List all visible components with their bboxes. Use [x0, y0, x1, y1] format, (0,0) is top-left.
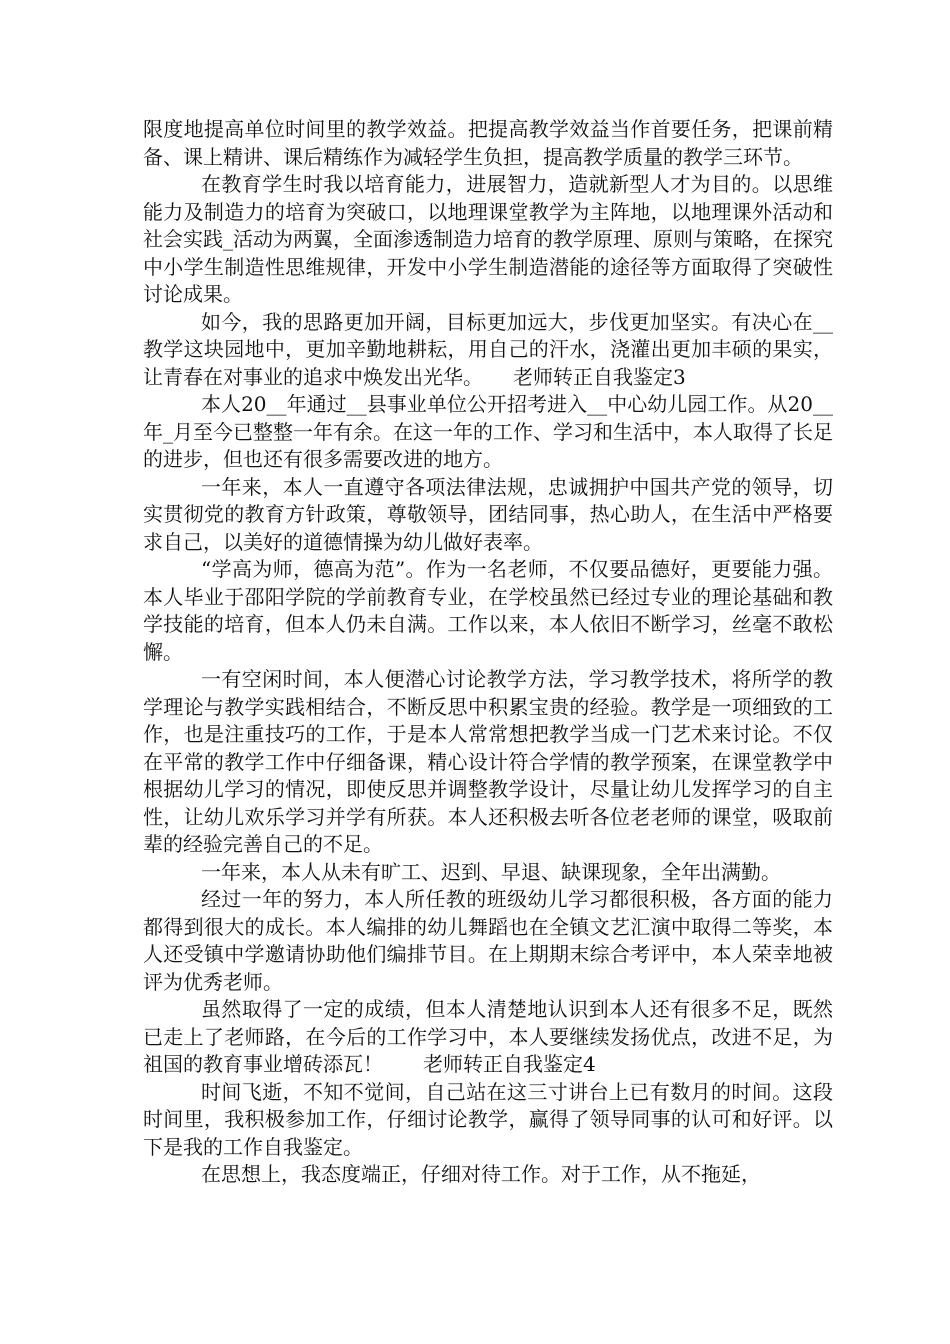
- paragraph-12: 在思想上，我态度端正，仔细对待工作。对于工作，从不拖延，: [201, 1162, 761, 1186]
- paragraph-1: 限度地提高单位时间里的教学效益。把提高教学效益当作首要任务，把课前精备、课上精讲、课后精练作为减轻学生负担，提高教学质量的教学三环节。: [143, 117, 833, 169]
- document-body: [143, 116, 833, 1189]
- paragraph-3: 如今，我的思路更加开阔，目标更加远大，步伐更加坚实。有决心在__教学这块园地中，更加辛勤地耕耘，用自己的汗水，浇灌出更加丰硕的果实，让青春在对事业的追求中焕发出光华。 老师转正自我鉴定3: [143, 309, 833, 389]
- paragraph-7: 一有空闲时间，本人便潜心讨论教学方法，学习教学技术，将所学的教学理论与教学实践相结合，不断反思中积累宝贵的经验。教学是一项细致的工作，也是注重技巧的工作，于是本人常常想把教学当成一门艺术来讨论。不仅在平常的教学工作中仔细备课，精心设计符合学情的教学预案，在课堂教学中根据幼儿学习的情况，即使反思并调整教学设计，尽量让幼儿发挥学习的自主性，让幼儿欢乐学习并学有所获。本人还积极去听各位老老师的课堂，吸取前辈的经验完善自己的不足。: [143, 667, 833, 856]
- paragraph-6: “学高为师，德高为范”。作为一名老师，不仅要品德好，更要能力强。本人毕业于邵阳学院的学前教育专业，在学校虽然已经过专业的理论基础和教学技能的培育，但本人仍未自满。工作以来，本人依旧不断学习，丝毫不敢松懈。: [143, 557, 833, 664]
- paragraph-4: 本人20__年通过__县事业单位公开招考进入__中心幼儿园工作。从20__年_月至今已整整一年有余。在这一年的工作、学习和生活中，本人取得了长足的进步，但也还有很多需要改进的地方。: [143, 392, 833, 471]
- paragraph-8: 一年来，本人从未有旷工、迟到、早退、缺课现象，全年出满勤。: [201, 859, 781, 884]
- paragraph-5: 一年来，本人一直遵守各项法律法规，忠诚拥护中国共产党的领导，切实贯彻党的教育方针政策，尊敬领导，团结同事，热心助人，在生活中严格要求自己，以美好的道德情操为幼儿做好表率。: [143, 474, 833, 554]
- paragraph-11: 时间飞逝，不知不觉间，自己站在这三寸讲台上已有数月的时间。这段时间里，我积极参加工作，仔细讨论教学，赢得了领导同事的认可和好评。以下是我的工作自我鉴定。: [143, 1079, 833, 1159]
- paragraph-9: 经过一年的努力，本人所任教的班级幼儿学习都很积极，各方面的能力都得到很大的成长。本人编排的幼儿舞蹈也在全镇文艺汇演中取得二等奖，本人还受镇中学邀请协助他们编排节目。在上期期末综合考评中，本人荣幸地被评为优秀老师。: [143, 887, 833, 994]
- paragraph-2: 在教育学生时我以培育能力，进展智力，造就新型人才为目的。以思维能力及制造力的培育为突破口，以地理课堂教学为主阵地，以地理课外活动和社会实践_活动为两翼，全面渗透制造力培育的教学原理、原则与策略，在探究中小学生制造性思维规律，开发中小学生制造潜能的途径等方面取得了突破性讨论成果。: [143, 172, 833, 306]
- paragraph-10: 虽然取得了一定的成绩，但本人清楚地认识到本人还有很多不足，既然已走上了老师路，在今后的工作学习中，本人要继续发扬优点，改进不足，为祖国的教育事业增砖添瓦！ 老师转正自我鉴定4: [143, 997, 833, 1076]
